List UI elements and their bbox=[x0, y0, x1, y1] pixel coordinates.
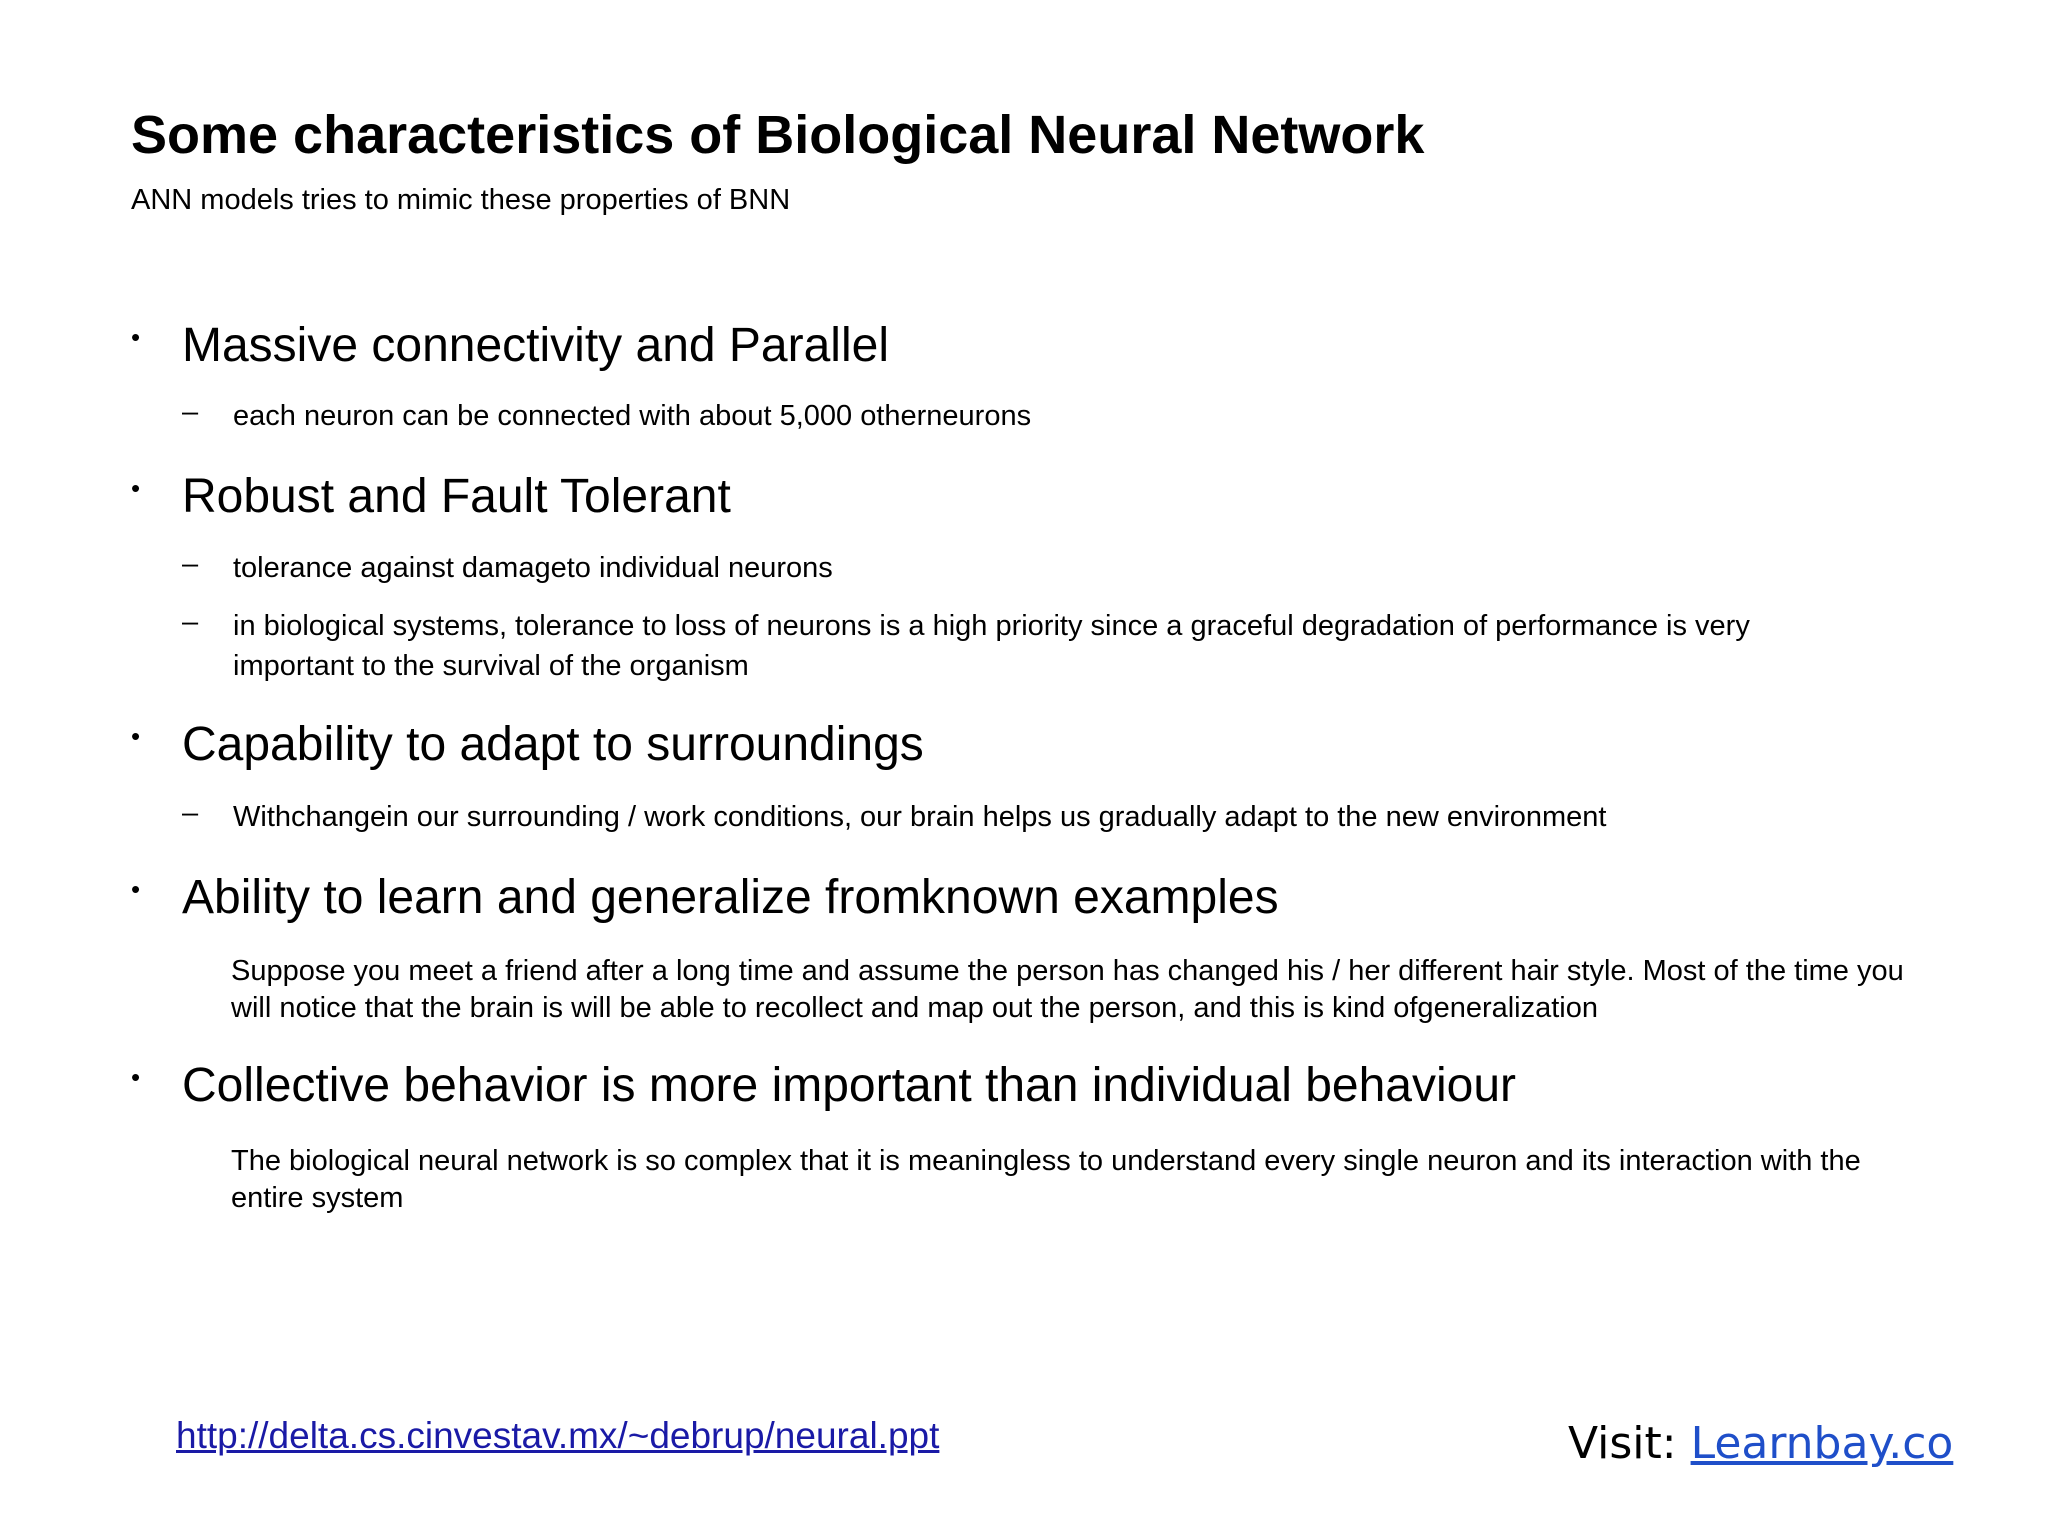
dash-marker: – bbox=[182, 396, 199, 428]
sub-item-text: tolerance against damageto individual neurons bbox=[233, 552, 833, 584]
source-link[interactable]: http://delta.cs.cinvestav.mx/~debrup/neural.ppt bbox=[176, 1415, 940, 1456]
bullet-icon: • bbox=[131, 874, 141, 904]
sub-item-text: in biological systems, tolerance to loss of neurons is a high priority since a graceful degradation of performance is very important to the survival of the organism bbox=[233, 610, 1750, 682]
dash-marker: – bbox=[182, 606, 199, 638]
page-title: Some characteristics of Biological Neural Network bbox=[131, 105, 1425, 165]
bullet-icon: • bbox=[131, 1062, 141, 1092]
section-heading: Ability to learn and generalize fromknown examples bbox=[182, 871, 1279, 924]
visit-line bbox=[1568, 1418, 1953, 1469]
section-heading: Robust and Fault Tolerant bbox=[182, 470, 731, 523]
dash-marker: – bbox=[182, 548, 199, 580]
visit-label: Visit: bbox=[1568, 1418, 1691, 1469]
bullet-icon: • bbox=[131, 322, 141, 352]
learnbay-link[interactable]: Learnbay.co bbox=[1690, 1418, 1954, 1469]
page-subtitle: ANN models tries to mimic these properties of BNN bbox=[131, 184, 791, 216]
section-paragraph: The biological neural network is so complex that it is meaningless to understand every single neuron and its interaction with the entire system bbox=[231, 1145, 1861, 1214]
section-heading: Capability to adapt to surroundings bbox=[182, 718, 924, 771]
dash-marker: – bbox=[182, 797, 199, 829]
section-heading: Massive connectivity and Parallel bbox=[182, 319, 889, 372]
bullet-icon: • bbox=[131, 721, 141, 751]
section-heading: Collective behavior is more important than individual behaviour bbox=[182, 1059, 1517, 1112]
sub-item-text: each neuron can be connected with about 5,000 otherneurons bbox=[233, 400, 1032, 432]
section-paragraph: Suppose you meet a friend after a long time and assume the person has changed his / her different hair style. Most of the time you will notice that the brain is will be able to recollect and map out the person, and this is kind ofgeneralization bbox=[231, 955, 1904, 1024]
bullet-icon: • bbox=[131, 473, 141, 503]
sub-item-text: Withchangein our surrounding / work conditions, our brain helps us gradually adapt to the new environment bbox=[233, 801, 1607, 833]
